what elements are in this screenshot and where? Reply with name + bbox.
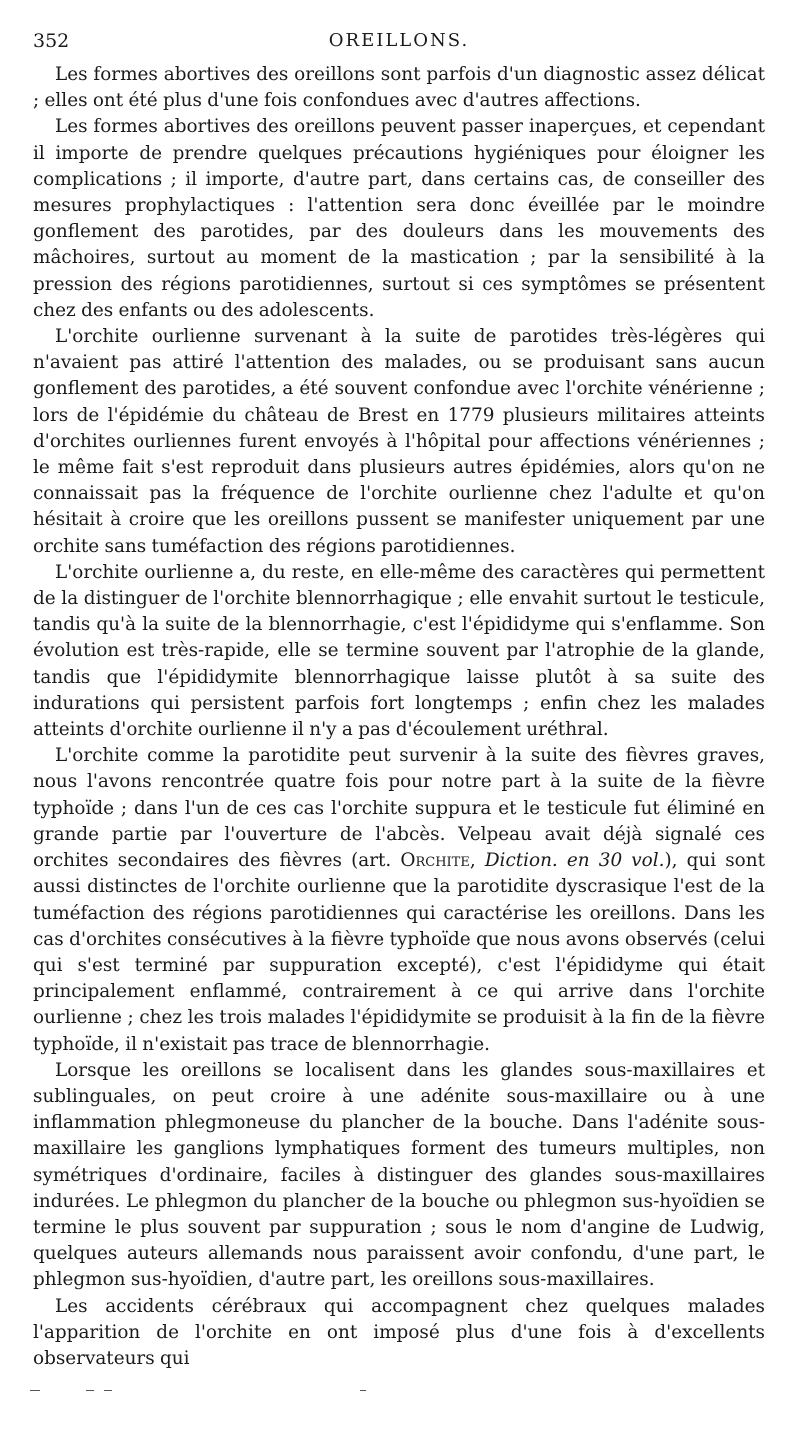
reference-italic: Diction. en 30 vol. [484, 850, 665, 872]
paragraph-text: L'orchite comme la parotidite peut survenir à la suite des fièvres graves, nous l'avons rencontrée quatre fois pour notre part à la suite de la fièvre typhoïde ; dans l'un de ces cas l'orchite suppura et le testicule fut éliminé en grande partie par l'ouverture de l'abcès. Velpeau avait déjà signalé ces orchites secondaires des fièvres (art. [33, 745, 765, 872]
paragraph-submaxillary: Lorsque les oreillons se localisent dans les glandes sous-maxillaires et sublinguales, on peut croire à une adénite sous-maxillaire ou à une inflammation phlegmoneuse du plancher de la bouche. Dans l'adénite sous-maxillaire les ganglions lymphatiques forment des tumeurs multiples, non symétriques d'ordinaire, faciles à distinguer des glandes sous-maxillaires indurées. Le phlegmon du plancher de la bouche ou phlegmon sus-hyoïdien se termine le plus souvent par suppuration ; sous le nom d'angine de Ludwig, quelques auteurs allemands nous paraissent avoir confondu, d'une part, le phlegmon sus-hyoïdien, d'autre part, les oreillons sous-maxillaires. [33, 1059, 765, 1291]
paragraph-cerebral-accidents: Les accidents cérébraux qui accompagnent chez quelques malades l'apparition de l'orchite en ont imposé plus d'une fois à d'excellents observateurs qui [33, 1295, 765, 1369]
separator-text: , [469, 850, 485, 872]
print-mark [360, 1390, 366, 1391]
print-mark [104, 1390, 112, 1391]
paragraph-abortive-precautions: Les formes abortives des oreillons peuvent passer inaperçues, et cependant il importe de prendre quelques précautions hygiéniques pour éloigner les complications ; il importe, d'autre part, dans certains cas, de conseiller des mesures prophylactiques : l'attention sera donc éveillée par le moindre gonflement des parotides, par des douleurs dans les mouvements des mâchoires, surtout au moment de la mastication ; par la sensibilité à la pression des régions parotidiennes, surtout si ces symptômes se présentent chez des enfants ou des adolescents. [33, 116, 765, 321]
book-page [33, 26, 765, 1372]
paragraph-abortive-diagnosis: Les formes abortives des oreillons sont parfois d'un diagnostic assez délicat ; elles ont été plus d'une fois confondues avec d'autres affections. [33, 64, 765, 112]
running-title: OREILLONS. [328, 30, 470, 51]
page-header [33, 26, 765, 58]
paragraph-text: ), qui sont aussi distinctes de l'orchite ourlienne que la parotidite dyscrasique l'est de la tuméfaction des régions parotidiennes qui caractérise les oreillons. Dans les cas d'orchites consécutives à la fièvre typhoïde que nous avons observés (celui qui s'est terminé par suppuration excepté), c'est l'épididyme qui était principalement enflammé, contrairement à ce qui arrive dans l'orchite ourlienne ; chez les trois malades l'épididymite se produisit à la fin de la fièvre typhoïde, il n'existait pas trace de blennorrhagie. [33, 850, 765, 1055]
footer-print-marks [30, 1390, 370, 1396]
paragraph-orchitis-fevers [33, 743, 765, 1057]
print-mark [30, 1390, 40, 1391]
paragraph-orchitis-confusion: L'orchite ourlienne survenant à la suite de parotides très-légères qui n'avaient pas attiré l'attention des malades, ou se produisant sans aucun gonflement des parotides, a été souvent confondue avec l'orchite vénérienne ; lors de l'épidémie du château de Brest en 1779 plusieurs militaires atteints d'orchites ourliennes furent envoyés à l'hôpital pour affections vénériennes ; le même fait s'est reproduit dans plusieurs autres épidémies, alors qu'on ne connaissait pas la fréquence de l'orchite ourlienne chez l'adulte et qu'on hésitait à croire que les oreillons pussent se manifester uniquement par une orchite sans tuméfaction des régions parotidiennes. [33, 326, 765, 557]
paragraph-orchitis-characters: L'orchite ourlienne a, du reste, en elle-même des caractères qui permettent de la distinguer de l'orchite blennorrhagique ; elle envahit surtout le testicule, tandis qu'à la suite de la blennorrhagie, c'est l'épididyme qui s'enflamme. Son évolution est très-rapide, elle se termine souvent par l'atrophie de la glande, tandis que l'épididymite blennorrhagique laisse plutôt à sa suite des indurations qui persistent parfois fort longtemps ; enfin chez les malades atteints d'orchite ourlienne il n'y a pas d'écoulement uréthral. [33, 561, 765, 741]
print-mark [86, 1390, 94, 1391]
page-number: 352 [33, 30, 70, 52]
body-text [33, 62, 765, 1372]
article-title: Orchite [400, 850, 470, 872]
